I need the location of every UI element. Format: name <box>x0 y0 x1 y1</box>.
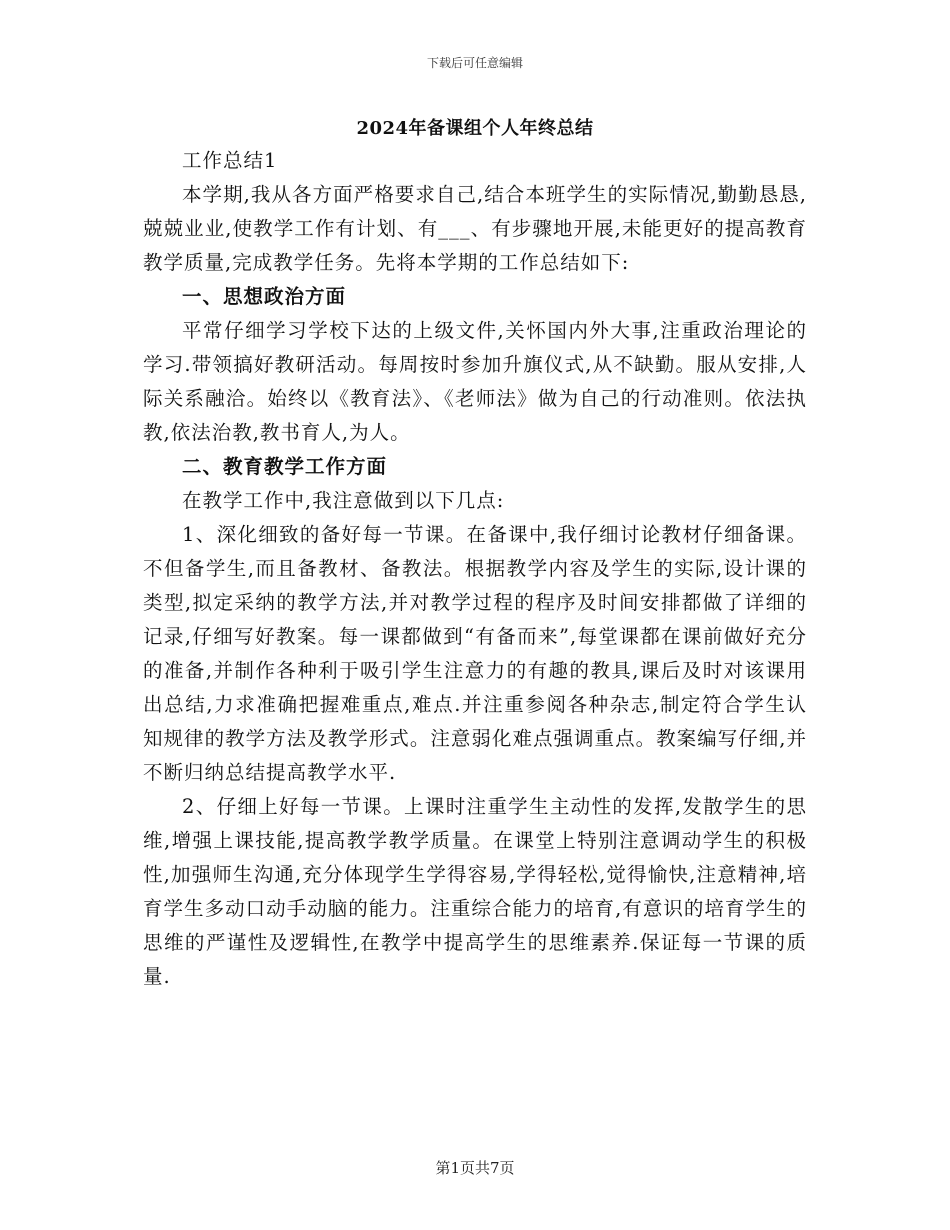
intro-paragraph: 本学期,我从各方面严格要求自己,结合本班学生的实际情况,勤勤恳恳,兢兢业业,使教学工作有计划、有___、有步骤地开展,未能更好的提高教育教学质量,完成教学任务。先将本学期的工作总结如下: <box>143 183 807 274</box>
section-label: 工作总结1 <box>182 149 278 172</box>
document-body <box>143 144 807 994</box>
teaching-intro-paragraph: 在教学工作中,我注意做到以下几点: <box>182 489 505 512</box>
politics-paragraph: 平常仔细学习学校下达的上级文件,关怀国内外大事,注重政治理论的学习.带领搞好教研活动。每周按时参加升旗仪式,从不缺勤。服从安排,人际关系融洽。始终以《教育法》、《老师法》做为自己的行动准则。依法执教,依法治教,教书育人,为人。 <box>143 319 807 444</box>
section-heading-politics: 一、思想政治方面 <box>182 285 347 308</box>
page-number: 第1页共7页 <box>435 1159 515 1177</box>
document-title: 2024年备课组个人年终总结 <box>356 118 594 139</box>
lesson-prep-paragraph: 1、深化细致的备好每一节课。在备课中,我仔细讨论教材仔细备课。不但备学生,而且备教材、备教法。根据教学内容及学生的实际,设计课的类型,拟定采纳的教学方法,并对教学过程的程序及时间安排都做了详细的记录,仔细写好教案。每一课都做到“有备而来”,每堂课都在课前做好充分的准备,并制作各种利于吸引学生注意力的有趣的教具,课后及时对该课用出总结,力求准确把握难重点,难点.并注重参阅各种杂志,制定符合学生认知规律的教学方法及教学形式。注意弱化难点强调重点。教案编写仔细,并不断归纳总结提高教学水平. <box>143 523 807 784</box>
header-note: 下载后可任意编辑 <box>426 56 523 70</box>
lesson-delivery-paragraph: 2、仔细上好每一节课。上课时注重学生主动性的发挥,发散学生的思维,增强上课技能,提高教学教学质量。在课堂上特别注意调动学生的积极性,加强师生沟通,充分体现学生学得容易,学得轻松,觉得愉快,注意精神,培育学生多动口动手动脑的能力。注重综合能力的培育,有意识的培育学生的思维的严谨性及逻辑性,在教学中提高学生的思维素养.保证每一节课的质量. <box>143 795 807 988</box>
section-heading-teaching: 二、教育教学工作方面 <box>182 455 388 478</box>
